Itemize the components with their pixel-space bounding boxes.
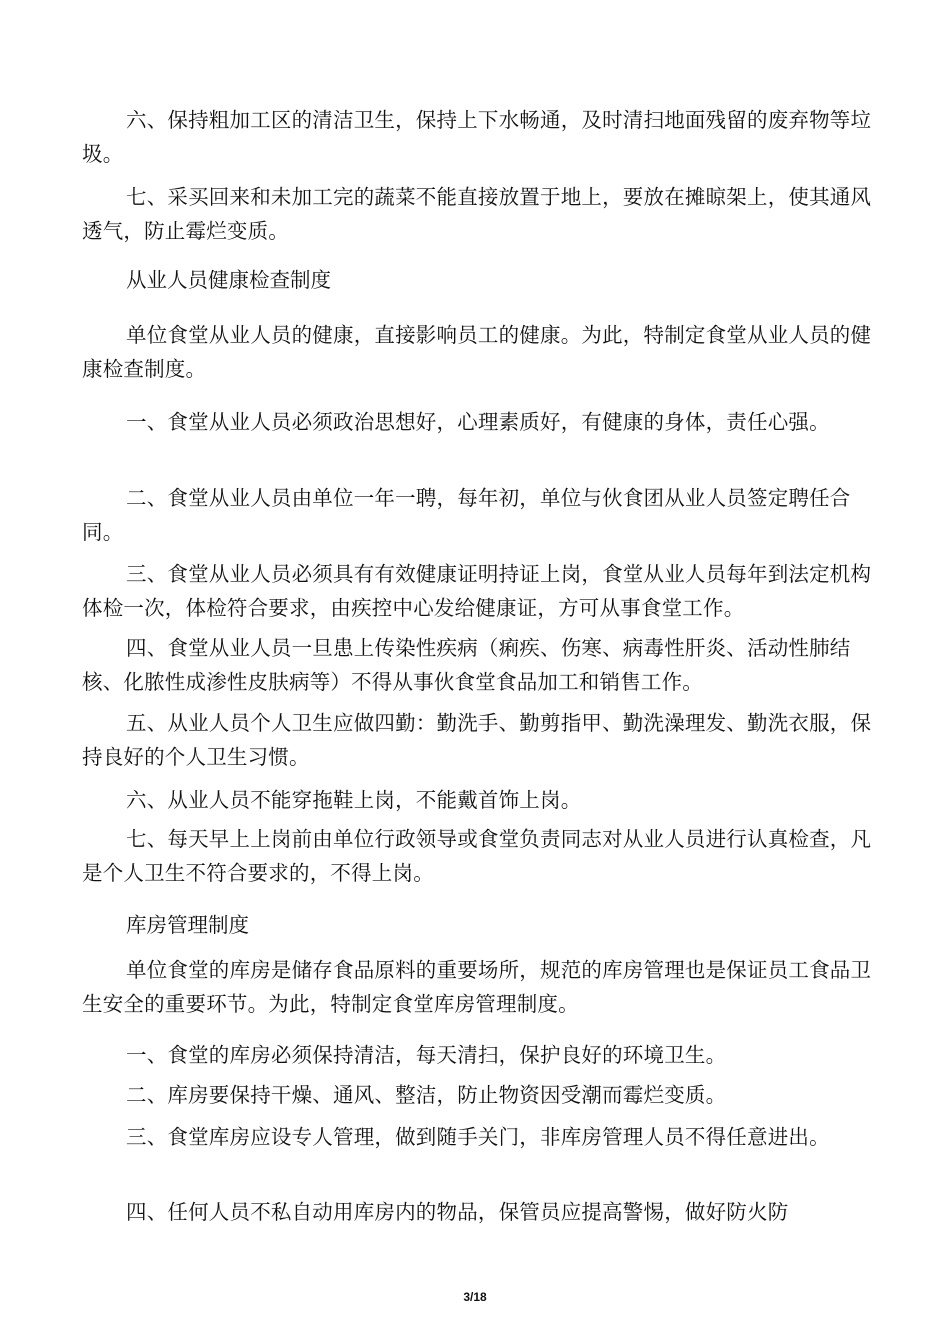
paragraph-health-6: 六、从业人员不能穿拖鞋上岗，不能戴首饰上岗。 <box>126 788 582 812</box>
paragraph-warehouse-2: 二、库房要保持干燥、通风、整洁，防止物资因受潮而霉烂变质。 <box>126 1083 727 1107</box>
paragraph-health-7: 七、每天早上上岗前由单位行政领导或食堂负责同志对从业人员进行认真检查，凡是个人卫生不符合要求的，不得上岗。 <box>82 827 872 885</box>
section-heading-health-check: 从业人员健康检查制度 <box>126 268 331 292</box>
paragraph-warehouse-3: 三、食堂库房应设专人管理，做到随手关门，非库房管理人员不得任意进出。 <box>126 1125 830 1149</box>
page-number: 3/18 <box>463 1290 487 1304</box>
section-heading-warehouse: 库房管理制度 <box>126 913 249 937</box>
paragraph-7-vegetable-storage: 七、采买回来和未加工完的蔬菜不能直接放置于地上，要放在摊晾架上，使其通风透气，防止霉烂变质。 <box>82 185 872 243</box>
paragraph-6-rough-processing: 六、保持粗加工区的清洁卫生，保持上下水畅通，及时清扫地面残留的废弃物等垃圾。 <box>82 108 872 166</box>
paragraph-health-intro: 单位食堂从业人员的健康，直接影响员工的健康。为此，特制定食堂从业人员的健康检查制度。 <box>82 323 872 381</box>
paragraph-warehouse-4: 四、任何人员不私自动用库房内的物品，保管员应提高警惕，做好防火防 <box>126 1200 789 1224</box>
paragraph-health-3: 三、食堂从业人员必须具有有效健康证明持证上岗，食堂从业人员每年到法定机构体检一次，体检符合要求，由疾控中心发给健康证，方可从事食堂工作。 <box>82 562 872 620</box>
paragraph-health-1: 一、食堂从业人员必须政治思想好，心理素质好，有健康的身体，责任心强。 <box>126 410 830 434</box>
paragraph-health-5: 五、从业人员个人卫生应做四勤：勤洗手、勤剪指甲、勤洗澡理发、勤洗衣服，保持良好的个人卫生习惯。 <box>82 711 872 769</box>
paragraph-warehouse-1: 一、食堂的库房必须保持清洁，每天清扫，保护良好的环境卫生。 <box>126 1043 727 1067</box>
paragraph-health-2: 二、食堂从业人员由单位一年一聘，每年初，单位与伙食团从业人员签定聘任合同。 <box>82 486 851 544</box>
paragraph-warehouse-intro: 单位食堂的库房是储存食品原料的重要场所，规范的库房管理也是保证员工食品卫生安全的重要环节。为此，特制定食堂库房管理制度。 <box>82 958 872 1016</box>
paragraph-health-4: 四、食堂从业人员一旦患上传染性疾病（痢疾、伤寒、病毒性肝炎、活动性肺结核、化脓性成渗性皮肤病等）不得从事伙食堂食品加工和销售工作。 <box>82 636 851 694</box>
